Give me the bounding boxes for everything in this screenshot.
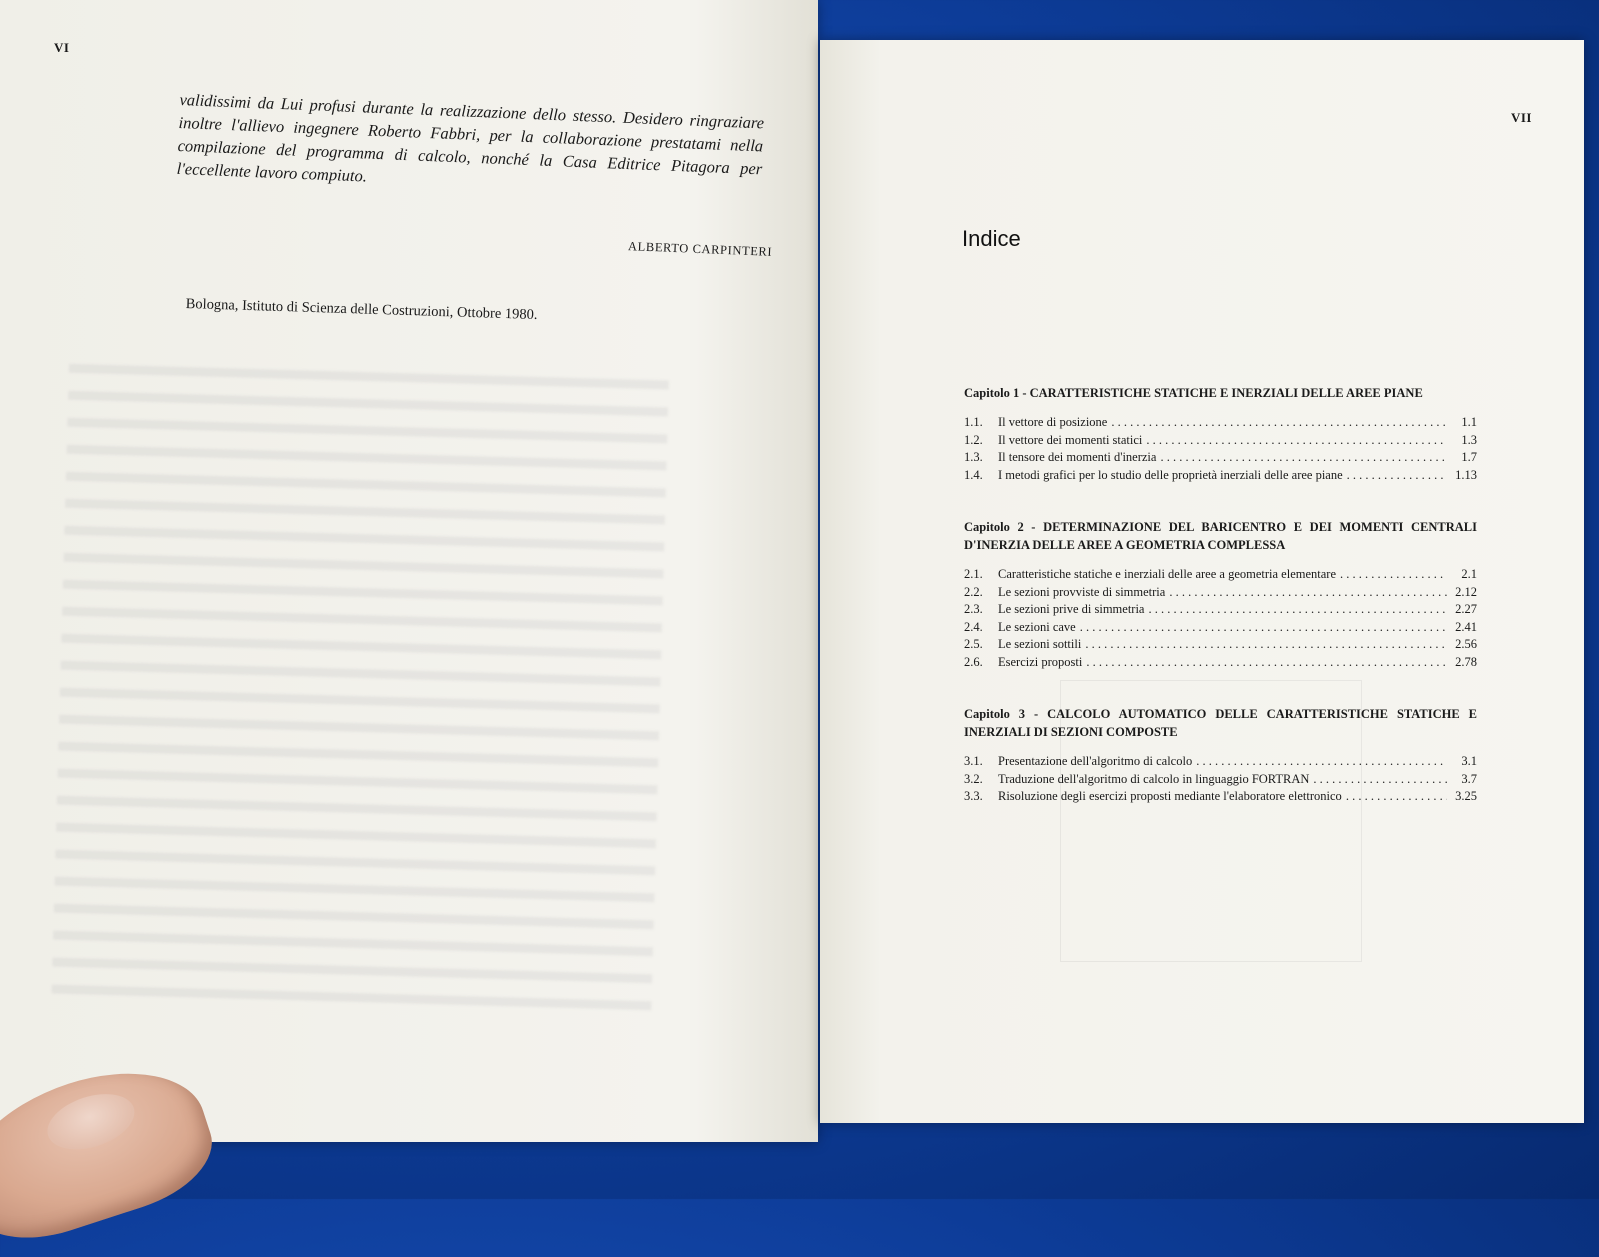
leader-dots <box>1313 771 1447 789</box>
leader-dots <box>1146 432 1447 450</box>
author-signature: ALBERTO CARPINTERI <box>627 239 773 259</box>
entry-title: Le sezioni cave <box>998 619 1076 634</box>
entry-number: 3.3. <box>964 789 983 803</box>
chapter-title: Capitolo 3 - CALCOLO AUTOMATICO DELLE CARATTERISTICHE STATICHE E INERZIALI DI SEZIONI COMPOSTE <box>964 707 1477 739</box>
acknowledgment-paragraph: validissimi da Lui profusi durante la realizzazione dello stesso. Desidero ringraziare inoltre l'allievo ingegnere Roberto Fabbri, per la collaborazione prestatami nella compilazione del programma di calcolo, nonché la Casa Editrice Pitagora per l'eccellente lavoro compiuto. <box>176 89 765 186</box>
entry-title: Presentazione dell'algoritmo di calcolo <box>998 754 1193 768</box>
toc-entry <box>964 788 1477 806</box>
entry-number: 1.2. <box>964 432 983 447</box>
entry-page: 2.12 <box>1455 584 1477 599</box>
leader-dots <box>1080 619 1447 637</box>
entry-page: 2.78 <box>1455 654 1477 669</box>
entry-number: 2.1. <box>964 567 983 581</box>
entry-number: 3.1. <box>964 754 983 768</box>
thumbnail <box>40 1084 141 1159</box>
toc-entry <box>964 771 1477 789</box>
entry-title: Le sezioni prive di simmetria <box>998 602 1145 616</box>
leader-dots <box>1346 788 1447 806</box>
toc-chapter-1 <box>964 384 1477 484</box>
entry-page: 3.1 <box>1461 754 1477 768</box>
leader-dots <box>1148 601 1447 619</box>
chapter-title: Capitolo 2 - DETERMINAZIONE DEL BARICENTRO E DEI MOMENTI CENTRALI D'INERZIA DELLE AREE A GEOMETRIA COMPLESSA <box>964 520 1477 552</box>
toc-chapter-2 <box>964 518 1477 671</box>
toc-entry <box>964 584 1477 602</box>
toc-entry <box>964 432 1477 450</box>
leader-dots <box>1160 449 1447 467</box>
entry-number: 2.5. <box>964 637 983 651</box>
entry-page: 2.1 <box>1461 567 1477 581</box>
entry-title: Le sezioni provviste di simmetria <box>998 584 1166 599</box>
entry-page: 2.27 <box>1455 602 1477 616</box>
leader-dots <box>1196 753 1447 771</box>
entry-title: Caratteristiche statiche e inerziali delle aree a geometria elementare <box>998 567 1337 581</box>
page-number-right: VII <box>1510 110 1532 125</box>
entry-title: Le sezioni sottili <box>998 637 1082 651</box>
entry-page: 2.56 <box>1455 637 1477 651</box>
toc-entry <box>964 654 1477 672</box>
entry-page: 1.13 <box>1455 467 1477 482</box>
entry-page: 2.41 <box>1455 619 1477 634</box>
entry-title: I metodi grafici per lo studio delle proprietà inerziali delle aree piane <box>998 467 1343 482</box>
entry-page: 1.1 <box>1461 415 1477 429</box>
leader-dots <box>1085 636 1447 654</box>
toc-entry <box>964 601 1477 619</box>
page-number-left: VI <box>54 40 70 55</box>
leader-dots <box>1340 566 1447 584</box>
entry-number: 2.2. <box>964 584 983 599</box>
entry-title: Il vettore di posizione <box>998 415 1108 429</box>
left-page <box>0 0 818 1142</box>
toc-entry <box>964 467 1477 485</box>
entry-number: 1.3. <box>964 450 983 464</box>
entry-title: Traduzione dell'algoritmo di calcolo in linguaggio FORTRAN <box>998 771 1310 786</box>
entry-number: 2.4. <box>964 619 983 634</box>
place-date-line: Bologna, Istituto di Scienza delle Costruzioni, Ottobre 1980. <box>185 296 538 324</box>
entry-page: 3.7 <box>1461 771 1477 786</box>
chapter-title: Capitolo 1 - CARATTERISTICHE STATICHE E INERZIALI DELLE AREE PIANE <box>964 386 1423 400</box>
entry-title: Il vettore dei momenti statici <box>998 432 1143 447</box>
leader-dots <box>1111 414 1447 432</box>
leader-dots <box>1169 584 1447 602</box>
entry-page: 3.25 <box>1455 789 1477 803</box>
toc-entry <box>964 449 1477 467</box>
entry-number: 2.3. <box>964 602 983 616</box>
toc-entry <box>964 566 1477 584</box>
toc-entry <box>964 753 1477 771</box>
entry-title: Esercizi proposti <box>998 654 1083 669</box>
leader-dots <box>1347 467 1447 485</box>
entry-number: 2.6. <box>964 654 983 669</box>
bleed-through-text <box>51 364 669 1021</box>
toc-chapter-3 <box>964 705 1477 806</box>
entry-title: Risoluzione degli esercizi proposti mediante l'elaboratore elettronico <box>998 789 1342 803</box>
table-of-contents <box>964 384 1477 840</box>
entry-title: Il tensore dei momenti d'inerzia <box>998 450 1157 464</box>
entry-number: 3.2. <box>964 771 983 786</box>
index-heading: Indice <box>962 226 1021 251</box>
right-page <box>820 40 1584 1123</box>
toc-entry <box>964 619 1477 637</box>
leader-dots <box>1086 654 1447 672</box>
entry-number: 1.1. <box>964 415 983 429</box>
entry-page: 1.3 <box>1461 432 1477 447</box>
entry-number: 1.4. <box>964 467 983 482</box>
toc-entry <box>964 636 1477 654</box>
entry-page: 1.7 <box>1461 450 1477 464</box>
toc-entry <box>964 414 1477 432</box>
